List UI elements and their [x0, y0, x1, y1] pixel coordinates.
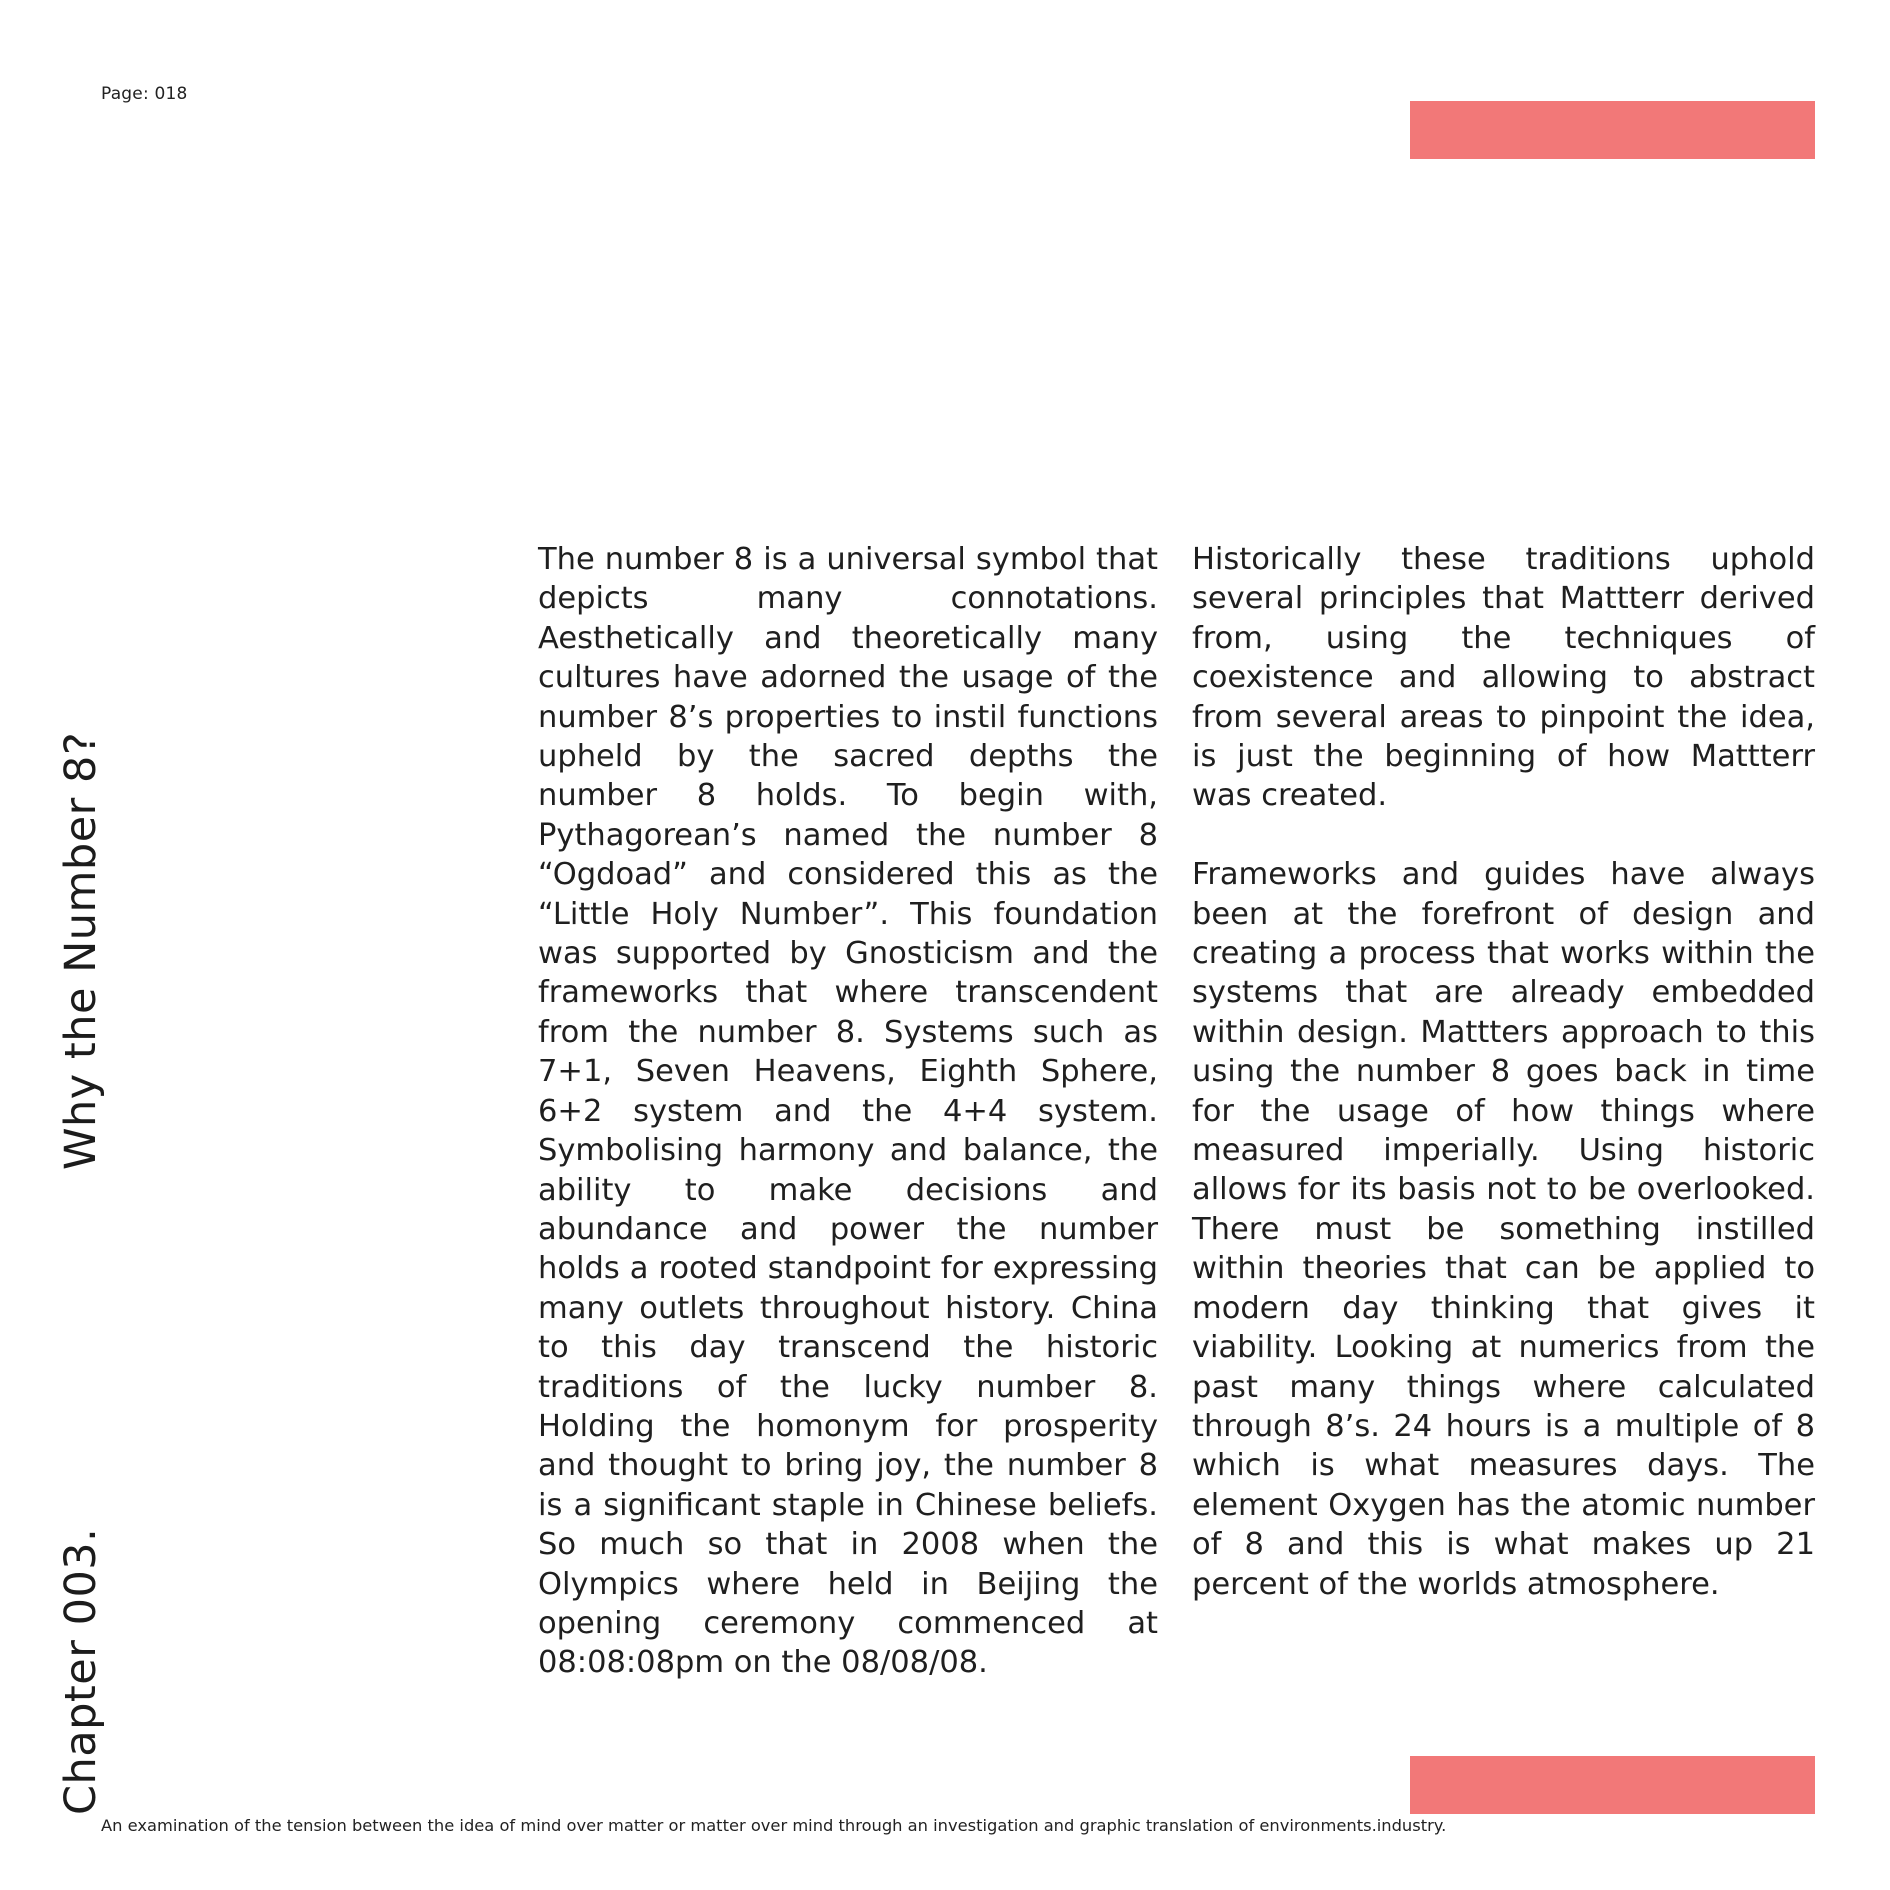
accent-bar-top	[1410, 101, 1815, 159]
footer-caption: An examination of the tension between the idea of mind over matter or matter over mind through an investigation and graphic translation of environments.industry.	[101, 1816, 1447, 1835]
accent-bar-bottom	[1410, 1756, 1815, 1814]
paragraph: Frameworks and guides have always been at the forefront of design and creating a process that works within the systems that are already embedded within design. Mattters approach to this using the number 8 goes back in time for the usage of how things where measured imperially. Using historic allows for its basis not to be overlooked. There must be something instilled within theories that can be applied to modern day thinking that gives it viability. Looking at numerics from the past many things where calculated through 8’s. 24 hours is a multiple of 8 which is what measures days. The element Oxygen has the atomic number of 8 and this is what makes up 21 percent of the worlds atmosphere.	[1192, 857, 1815, 1602]
chapter-label: Chapter 003.	[56, 1527, 106, 1815]
page-number: Page: 018	[101, 84, 188, 104]
body-column-right	[1192, 540, 1815, 1604]
body-column-left	[538, 540, 1158, 1683]
paragraph: The number 8 is a universal symbol that depicts many connotations. Aesthetically and theoretically many cultures have adorned the usage of the number 8’s properties to instil functions upheld by the sacred depths the number 8 holds. To begin with, Pythagorean’s named the number 8 “Ogdoad” and considered this as the “Little Holy Number”. This foundation was supported by Gnosticism and the frameworks that where transcendent from the number 8. Systems such as 7+1, Seven Heavens, Eighth Sphere, 6+2 system and the 4+4 system. Symbolising harmony and balance, the ability to make decisions and abundance and power the number holds a rooted standpoint for expressing many outlets throughout history. China to this day transcend the historic traditions of the lucky number 8. Holding the homonym for prosperity and thought to bring joy, the number 8 is a significant staple in Chinese beliefs. So much so that in 2008 when the Olympics where held in Beijing the opening ceremony commenced at 08:08:08pm on the 08/08/08.	[538, 542, 1158, 1681]
section-title: Why the Number 8?	[56, 731, 106, 1170]
paragraph: Historically these traditions uphold several principles that Mattterr derived from, using the techniques of coexistence and allowing to abstract from several areas to pinpoint the idea, is just the beginning of how Mattterr was created.	[1192, 542, 1815, 814]
